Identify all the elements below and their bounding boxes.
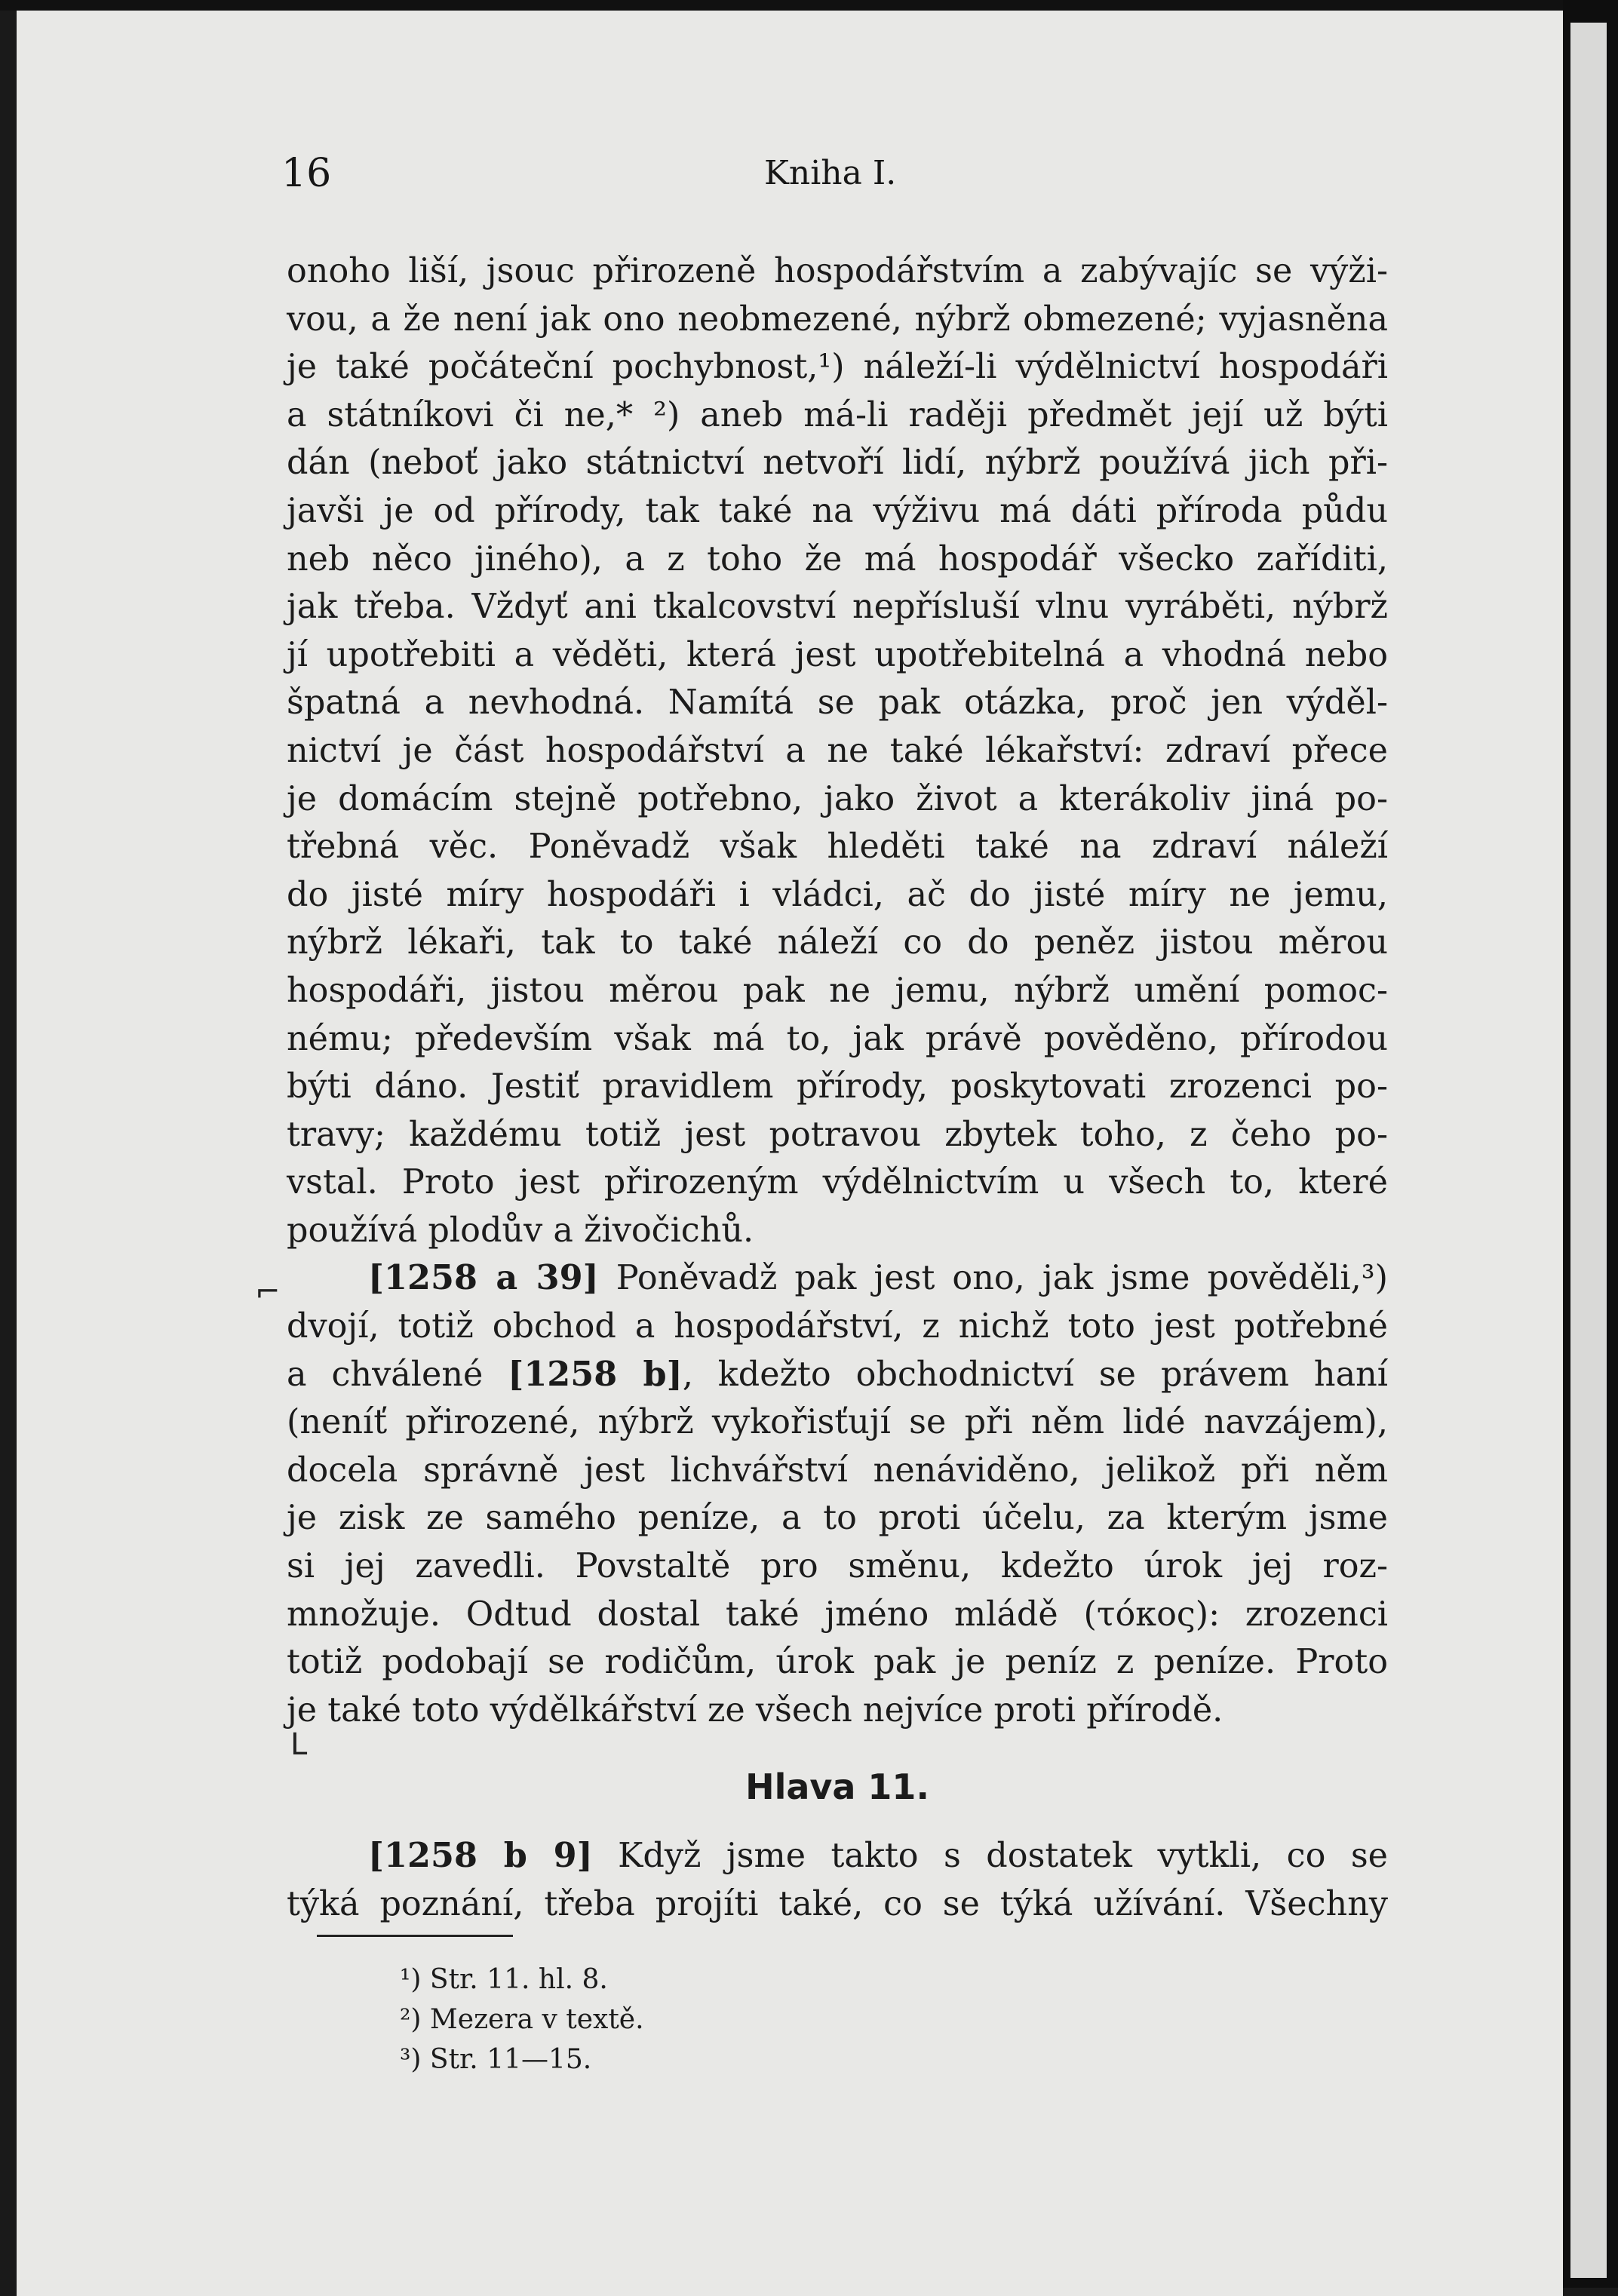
text-line bbox=[287, 1351, 1388, 1399]
paragraph-1 bbox=[287, 247, 1388, 1254]
page-header bbox=[281, 151, 1443, 204]
text-line: týká poznání, třeba projíti také, co se týká užívání. Všechny bbox=[287, 1885, 1388, 1923]
text-line: vou, a že není jak ono neobmezené, nýbrž obmezené; vyjasněna bbox=[287, 299, 1388, 339]
margin-bracket-top: ⌐ bbox=[255, 1275, 281, 1309]
text-line: javši je od přírody, tak také na výživu má dáti příroda půdu bbox=[287, 491, 1388, 530]
text-line: je také toto výdělkářství ze všech nejvíce proti přírodě. bbox=[287, 1690, 1223, 1730]
bekker-reference: [1258 b] bbox=[508, 1354, 683, 1394]
page-body bbox=[287, 247, 1388, 1937]
line-text: Poněvadž pak jest ono, jak jsme pověděli,³) bbox=[598, 1259, 1388, 1298]
line-text: Když jsme takto s dostatek vytkli, co se bbox=[592, 1837, 1388, 1876]
text-line: třebná věc. Poněvadž však hleděti také na zdraví náleží bbox=[287, 827, 1388, 867]
text-line: docela správně jest lichvářství nenáviděno, jelikož při něm bbox=[287, 1450, 1388, 1490]
text-line: onoho liší, jsouc přirozeně hospodářstvím a zabývajíc se výži- bbox=[287, 252, 1388, 290]
text-line: používá plodův a živočichů. bbox=[287, 1211, 754, 1250]
line-text: a chválené bbox=[287, 1355, 508, 1394]
running-head: Kniha I. bbox=[764, 154, 897, 192]
text-line: (neníť přirozené, nýbrž vykořisťují se při něm lidé navzájem), bbox=[287, 1403, 1388, 1442]
text-line: nému; především však má to, jak právě pověděno, přírodou bbox=[287, 1019, 1388, 1058]
paragraph-3 bbox=[287, 1832, 1388, 1928]
text-line: býti dáno. Jestiť pravidlem přírody, poskytovati zrozenci po- bbox=[287, 1067, 1388, 1107]
margin-bracket-bottom: L bbox=[290, 1727, 308, 1762]
bekker-reference: [1258 a 39] bbox=[368, 1258, 599, 1298]
chapter-heading: Hlava 11. bbox=[745, 1767, 929, 1808]
line-text: , kdežto obchodnictví se právem haní bbox=[682, 1355, 1388, 1394]
text-line: hospodáři, jistou měrou pak ne jemu, nýbrž umění pomoc- bbox=[287, 971, 1388, 1010]
footnote-rule bbox=[317, 1935, 513, 1937]
text-line: nictví je část hospodářství a ne také lékařství: zdraví přece bbox=[287, 731, 1388, 770]
text-line: si jej zavedli. Povstaltě pro směnu, kdežto úrok jej roz- bbox=[287, 1547, 1388, 1586]
text-line: neb něco jiného), a z toho že má hospodář všecko zaříditi, bbox=[287, 539, 1388, 579]
text-line: špatná a nevhodná. Namítá se pak otázka, proč jen výděl- bbox=[287, 683, 1388, 723]
text-line: je zisk ze samého peníze, a to proti účelu, za kterým jsme bbox=[287, 1499, 1388, 1538]
text-line: dán (neboť jako státnictví netvoří lidí, nýbrž používá jich při- bbox=[287, 444, 1388, 483]
footnote: ¹) Str. 11. hl. 8. bbox=[400, 1964, 608, 1995]
text-line: množuje. Odtud dostal také jméno mládě (τόκος): zrozenci bbox=[287, 1595, 1388, 1634]
text-line: jí upotřebiti a věděti, která jest upotřebitelná a vhodná nebo bbox=[287, 635, 1388, 674]
text-line bbox=[287, 1254, 1388, 1303]
text-line bbox=[287, 1832, 1388, 1880]
footnotes bbox=[400, 1960, 644, 2080]
text-line: vstal. Proto jest přirozeným výdělnictvím u všech to, které bbox=[287, 1163, 1388, 1202]
page-number: 16 bbox=[281, 151, 332, 196]
text-line: je také počáteční pochybnost,¹) náleží-li výdělnictví hospodáři bbox=[287, 348, 1388, 387]
text-line: travy; každému totiž jest potravou zbytek toho, z čeho po- bbox=[287, 1115, 1388, 1154]
text-line: je domácím stejně potřebno, jako život a kterákoliv jiná po- bbox=[287, 779, 1388, 818]
text-line: nýbrž lékaři, tak to také náleží co do peněz jistou měrou bbox=[287, 923, 1388, 962]
text-line: jak třeba. Vždyť ani tkalcovství nepřísluší vlnu vyráběti, nýbrž bbox=[287, 588, 1388, 627]
bekker-reference: [1258 b 9] bbox=[368, 1836, 593, 1876]
adjacent-page-edge bbox=[1563, 0, 1618, 2288]
text-line: do jisté míry hospodáři i vládci, ač do jisté míry ne jemu, bbox=[287, 875, 1388, 914]
footnote: ²) Mezera v textě. bbox=[400, 2004, 644, 2035]
text-line: totiž podobají se rodičům, úrok pak je peníz z peníze. Proto bbox=[287, 1643, 1388, 1682]
text-line: a státníkovi či ne,* ²) aneb má-li raději předmět její už býti bbox=[287, 395, 1388, 434]
paragraph-2 bbox=[287, 1254, 1388, 1734]
footnote: ³) Str. 11—15. bbox=[400, 2044, 592, 2075]
scan-top-edge bbox=[0, 0, 1618, 11]
text-line: dvojí, totiž obchod a hospodářství, z nichž toto jest potřebné bbox=[287, 1307, 1388, 1346]
